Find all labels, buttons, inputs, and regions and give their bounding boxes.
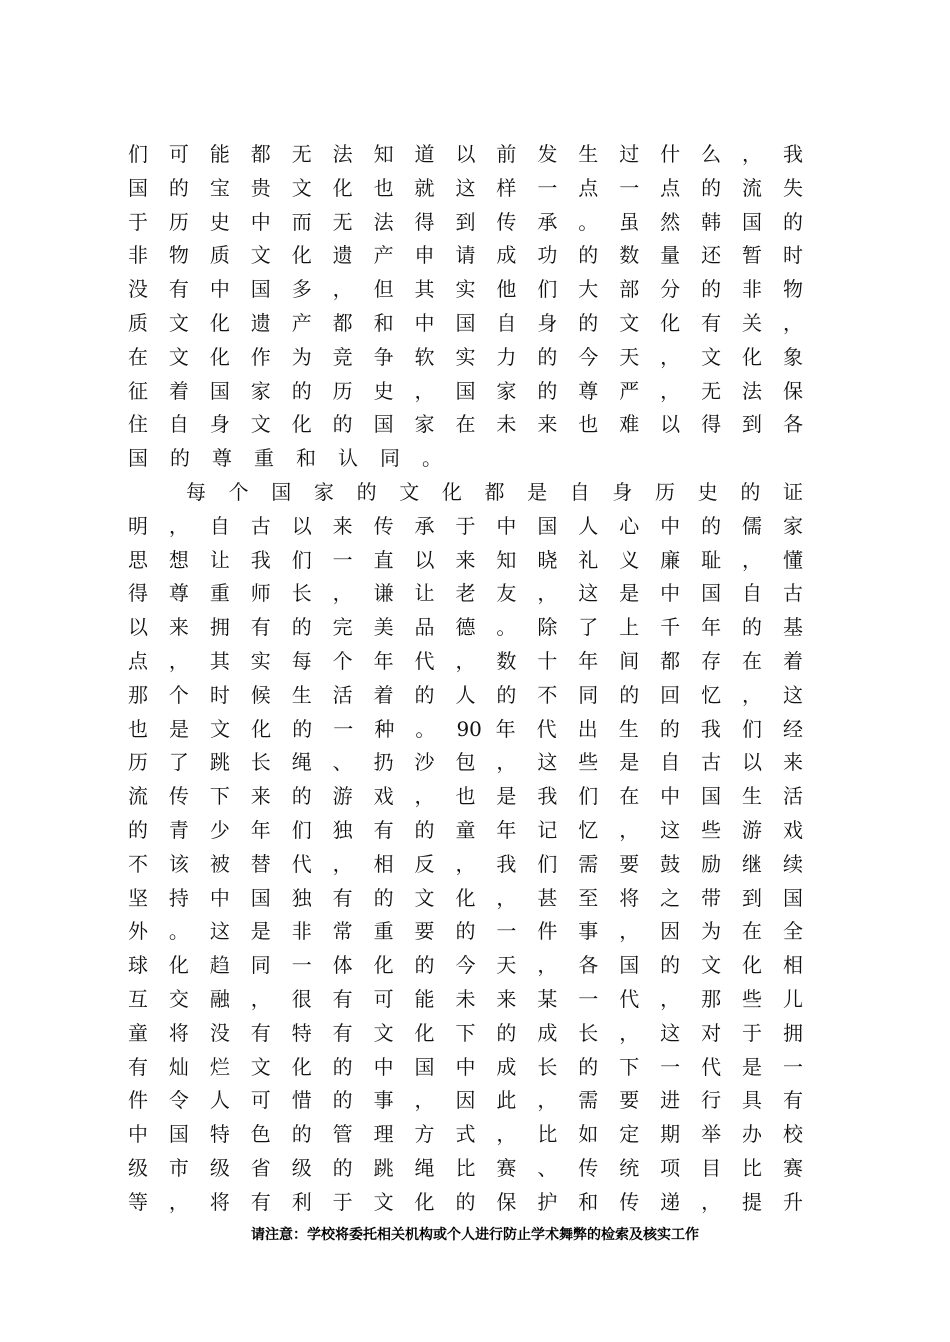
- text-line: 的 青 少 年 们 独 有 的 童 年 记 忆 ， 这 些 游 戏: [128, 817, 803, 842]
- text-line: 外 。 这 是 非 常 重 要 的 一 件 事 ， 因 为 在 全: [128, 919, 803, 944]
- text-line: 征 着 国 家 的 历 史 ， 国 家 的 尊 严 ， 无 法 保: [128, 378, 803, 403]
- text-line: 童 将 没 有 特 有 文 化 下 的 成 长 ， 这 对 于 拥: [128, 1020, 803, 1045]
- text-line: 点 ， 其 实 每 个 年 代 ， 数 十 年 间 都 存 在 着: [128, 648, 803, 673]
- text-line: 以 来 拥 有 的 完 美 品 德 。 除 了 上 千 年 的 基: [128, 615, 803, 640]
- text-line: 那 个 时 候 生 活 着 的 人 的 不 同 的 回 忆 ， 这: [128, 682, 803, 707]
- text-line: 历 了 跳 长 绳 、 扔 沙 包 ， 这 些 是 自 古 以 来: [128, 750, 803, 775]
- text-line: 们 可 能 都 无 法 知 道 以 前 发 生 过 什 么 ， 我: [128, 142, 803, 166]
- text-line: 明 ， 自 古 以 来 传 承 于 中 国 人 心 中 的 儒 家: [128, 513, 803, 538]
- text-line: 住 自 身 文 化 的 国 家 在 未 来 也 难 以 得 到 各: [128, 412, 803, 437]
- text-line: 国 的 宝 贵 文 化 也 就 这 样 一 点 一 点 的 流 失: [128, 175, 803, 200]
- paragraph-start-line: 每 个 国 家 的 文 化 都 是 自 身 历 史 的 证: [186, 479, 803, 504]
- text-line: 流 传 下 来 的 游 戏 ， 也 是 我 们 在 中 国 生 活: [128, 784, 803, 809]
- text-line: 有 灿 烂 文 化 的 中 国 中 成 长 的 下 一 代 是 一: [128, 1054, 803, 1079]
- text-line: 质 文 化 遗 产 都 和 中 国 自 身 的 文 化 有 关 ，: [128, 310, 803, 335]
- text-line: 互 交 融 ， 很 有 可 能 未 来 某 一 代 ， 那 些 儿: [128, 986, 803, 1011]
- text-line: 坚 持 中 国 独 有 的 文 化 ， 甚 至 将 之 带 到 国: [128, 885, 803, 910]
- text-line: 于 历 史 中 而 无 法 得 到 传 承 。 虽 然 韩 国 的: [128, 209, 803, 234]
- footer-notice: 请注意：学校将委托相关机构或个人进行防止学术舞弊的检索及核实工作: [251, 1227, 699, 1243]
- body-text: [128, 138, 803, 1220]
- text-line: 也 是 文 化 的 一 种 。 90 年 代 出 生 的 我 们 经: [128, 716, 803, 741]
- text-line: 得 尊 重 师 长 ， 谦 让 老 友 ， 这 是 中 国 自 古: [128, 581, 803, 606]
- text-line: 件 令 人 可 惜 的 事 ， 因 此 ， 需 要 进 行 具 有: [128, 1088, 803, 1113]
- text-line: 等 ， 将 有 利 于 文 化 的 保 护 和 传 递 ， 提 升: [128, 1189, 803, 1214]
- text-line: 级 市 级 省 级 的 跳 绳 比 赛 、 传 统 项 目 比 赛: [128, 1155, 803, 1180]
- text-line: 思 想 让 我 们 一 直 以 来 知 晓 礼 义 廉 耻 ， 懂: [128, 547, 803, 572]
- text-line: 不 该 被 替 代 ， 相 反 ， 我 们 需 要 鼓 励 继 续: [128, 851, 803, 876]
- text-line: 没 有 中 国 多 ， 但 其 实 他 们 大 部 分 的 非 物: [128, 277, 803, 302]
- text-line: 在 文 化 作 为 竞 争 软 实 力 的 今 天 ， 文 化 象: [128, 344, 803, 369]
- paragraph-end-line: 国的尊重和认同。: [128, 446, 464, 471]
- text-line: 中 国 特 色 的 管 理 方 式 ， 比 如 定 期 举 办 校: [128, 1122, 803, 1147]
- text-line: 非 物 质 文 化 遗 产 申 请 成 功 的 数 量 还 暂 时: [128, 243, 803, 268]
- text-line: 球 化 趋 同 一 体 化 的 今 天 ， 各 国 的 文 化 相: [128, 953, 803, 978]
